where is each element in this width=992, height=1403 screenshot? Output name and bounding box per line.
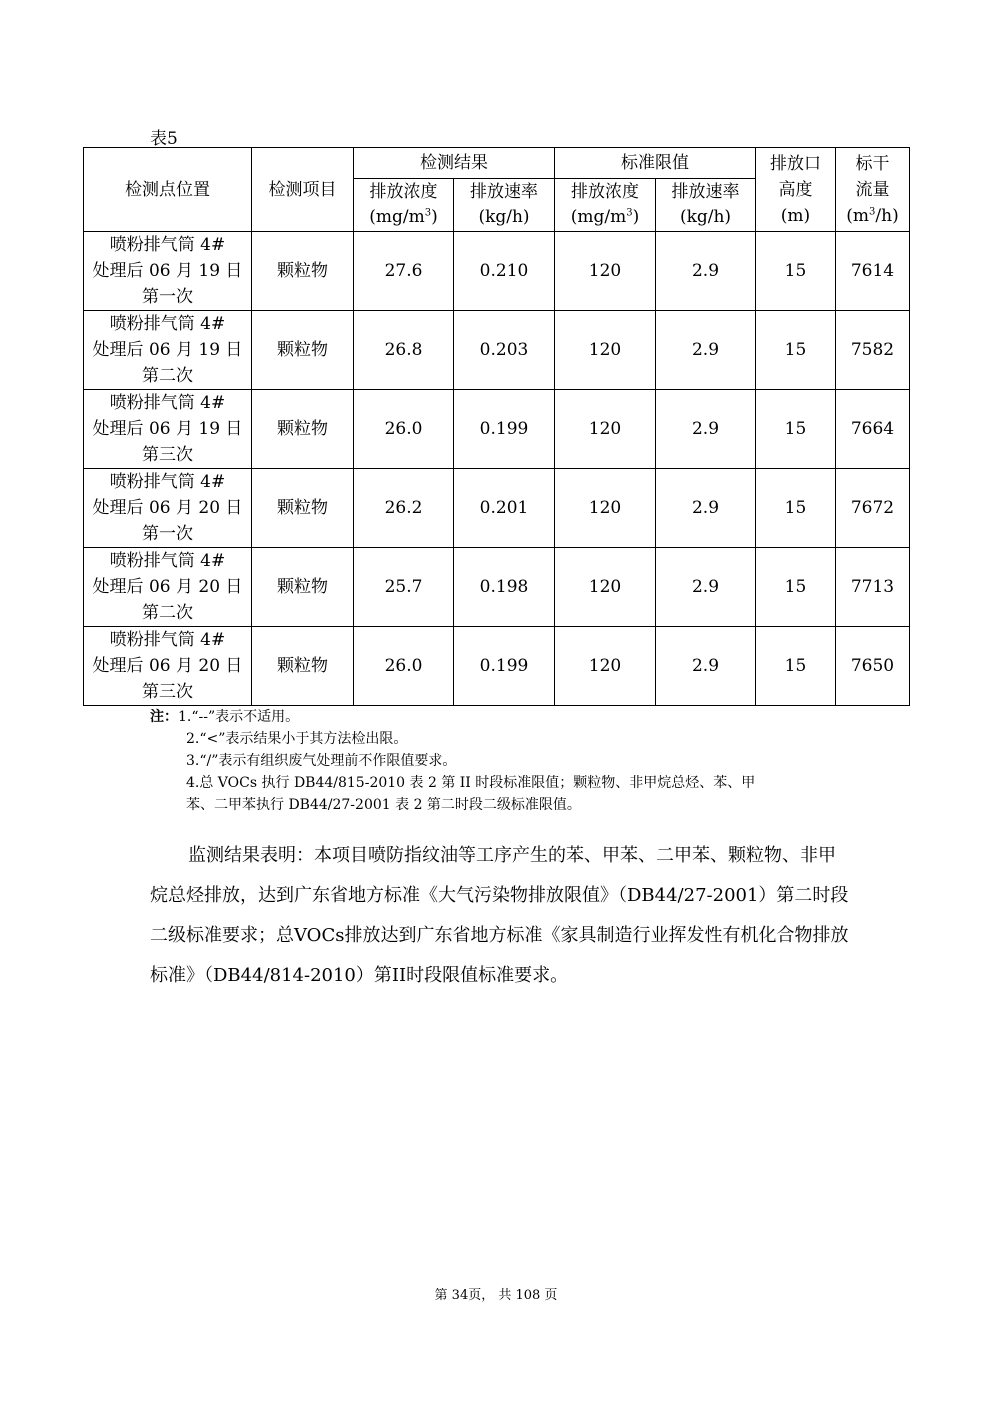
- cell-location: 喷粉排气筒 4# 处理后 06 月 20 日 第三次: [84, 627, 252, 706]
- cell-item: 颗粒物: [252, 390, 354, 469]
- cell-conc: 25.7: [354, 548, 454, 627]
- cell-conc: 26.8: [354, 311, 454, 390]
- note-2: 2.“<”表示结果小于其方法检出限。: [186, 731, 408, 747]
- cell-lim-conc: 120: [555, 390, 656, 469]
- header-row-1: [84, 148, 910, 179]
- cell-lim-conc: 120: [555, 469, 656, 548]
- cell-location: 喷粉排气筒 4# 处理后 06 月 20 日 第一次: [84, 469, 252, 548]
- cell-rate: 0.210: [454, 232, 555, 311]
- cell-rate: 0.199: [454, 390, 555, 469]
- table-label: 表5: [150, 129, 178, 149]
- header-outlet-height: 排放口 高度 (m): [756, 148, 836, 232]
- table-row: [84, 390, 910, 469]
- cell-flow: 7614: [836, 232, 910, 311]
- cell-height: 15: [756, 311, 836, 390]
- cell-item: 颗粒物: [252, 469, 354, 548]
- header-item: 检测项目: [252, 148, 354, 232]
- cell-flow: 7664: [836, 390, 910, 469]
- header-location: 检测点位置: [84, 148, 252, 232]
- note-4a: 4.总 VOCs 执行 DB44/815-2010 表 2 第 II 时段标准限值；颗粒物、非甲烷总烃、苯、甲: [186, 775, 756, 791]
- cell-rate: 0.199: [454, 627, 555, 706]
- cell-height: 15: [756, 469, 836, 548]
- cell-lim-rate: 2.9: [656, 390, 756, 469]
- table-row: [84, 311, 910, 390]
- note-3: 3.“/”表示有组织废气处理前不作限值要求。: [186, 753, 457, 769]
- cell-lim-rate: 2.9: [656, 627, 756, 706]
- cell-location: 喷粉排气筒 4# 处理后 06 月 20 日 第二次: [84, 548, 252, 627]
- cell-height: 15: [756, 627, 836, 706]
- header-limit-conc: 排放浓度 $(mg/m^3)$: [555, 179, 656, 232]
- cell-rate: 0.198: [454, 548, 555, 627]
- cell-height: 15: [756, 232, 836, 311]
- cell-conc: 26.0: [354, 390, 454, 469]
- emission-table: [83, 147, 910, 706]
- note-4b: 苯、二甲苯执行 DB44/27-2001 表 2 第二时段二级标准限值。: [186, 797, 581, 813]
- header-results-group: 检测结果: [354, 148, 555, 179]
- conclusion-paragraph: 监测结果表明：本项目喷防指纹油等工序产生的苯、甲苯、二甲苯、颗粒物、非甲烷总烃排放，达到广东省地方标准《大气污染物排放限值》（DB44/27-2001）第二时段二级标准要求；总VOCs排放达到广东省地方标准《家具制造行业挥发性有机化合物排放标准》（DB44/814-2010）第II时段限值标准要求。: [150, 845, 849, 986]
- notes: [150, 706, 755, 816]
- page-footer: 第 34页， 共 108 页: [434, 1288, 558, 1303]
- cell-lim-conc: 120: [555, 548, 656, 627]
- cell-location: 喷粉排气筒 4# 处理后 06 月 19 日 第三次: [84, 390, 252, 469]
- cell-height: 15: [756, 390, 836, 469]
- header-limit-rate: 排放速率 (kg/h): [656, 179, 756, 232]
- cell-lim-conc: 120: [555, 627, 656, 706]
- cell-flow: 7650: [836, 627, 910, 706]
- cell-flow: 7672: [836, 469, 910, 548]
- cell-conc: 26.2: [354, 469, 454, 548]
- cell-item: 颗粒物: [252, 627, 354, 706]
- cell-flow: 7582: [836, 311, 910, 390]
- cell-lim-conc: 120: [555, 311, 656, 390]
- cell-lim-rate: 2.9: [656, 469, 756, 548]
- cell-lim-conc: 120: [555, 232, 656, 311]
- cell-lim-rate: 2.9: [656, 548, 756, 627]
- cell-location: 喷粉排气筒 4# 处理后 06 月 19 日 第二次: [84, 311, 252, 390]
- cell-rate: 0.201: [454, 469, 555, 548]
- notes-label: 注：: [150, 709, 178, 725]
- table-row: [84, 548, 910, 627]
- cell-rate: 0.203: [454, 311, 555, 390]
- cell-conc: 26.0: [354, 627, 454, 706]
- cell-height: 15: [756, 548, 836, 627]
- cell-item: 颗粒物: [252, 232, 354, 311]
- header-result-conc: 排放浓度 $(mg/m^3)$: [354, 179, 454, 232]
- cell-location: 喷粉排气筒 4# 处理后 06 月 19 日 第一次: [84, 232, 252, 311]
- header-flow: 标干 流量 $(m^3/h)$: [836, 148, 910, 232]
- table-row: [84, 627, 910, 706]
- cell-lim-rate: 2.9: [656, 232, 756, 311]
- header-result-rate: 排放速率 (kg/h): [454, 179, 555, 232]
- cell-lim-rate: 2.9: [656, 311, 756, 390]
- table-row: [84, 469, 910, 548]
- header-limits-group: 标准限值: [555, 148, 756, 179]
- cell-flow: 7713: [836, 548, 910, 627]
- cell-item: 颗粒物: [252, 311, 354, 390]
- table-row: [84, 232, 910, 311]
- cell-item: 颗粒物: [252, 548, 354, 627]
- note-1: 1.“--”表示不适用。: [178, 709, 300, 725]
- cell-conc: 27.6: [354, 232, 454, 311]
